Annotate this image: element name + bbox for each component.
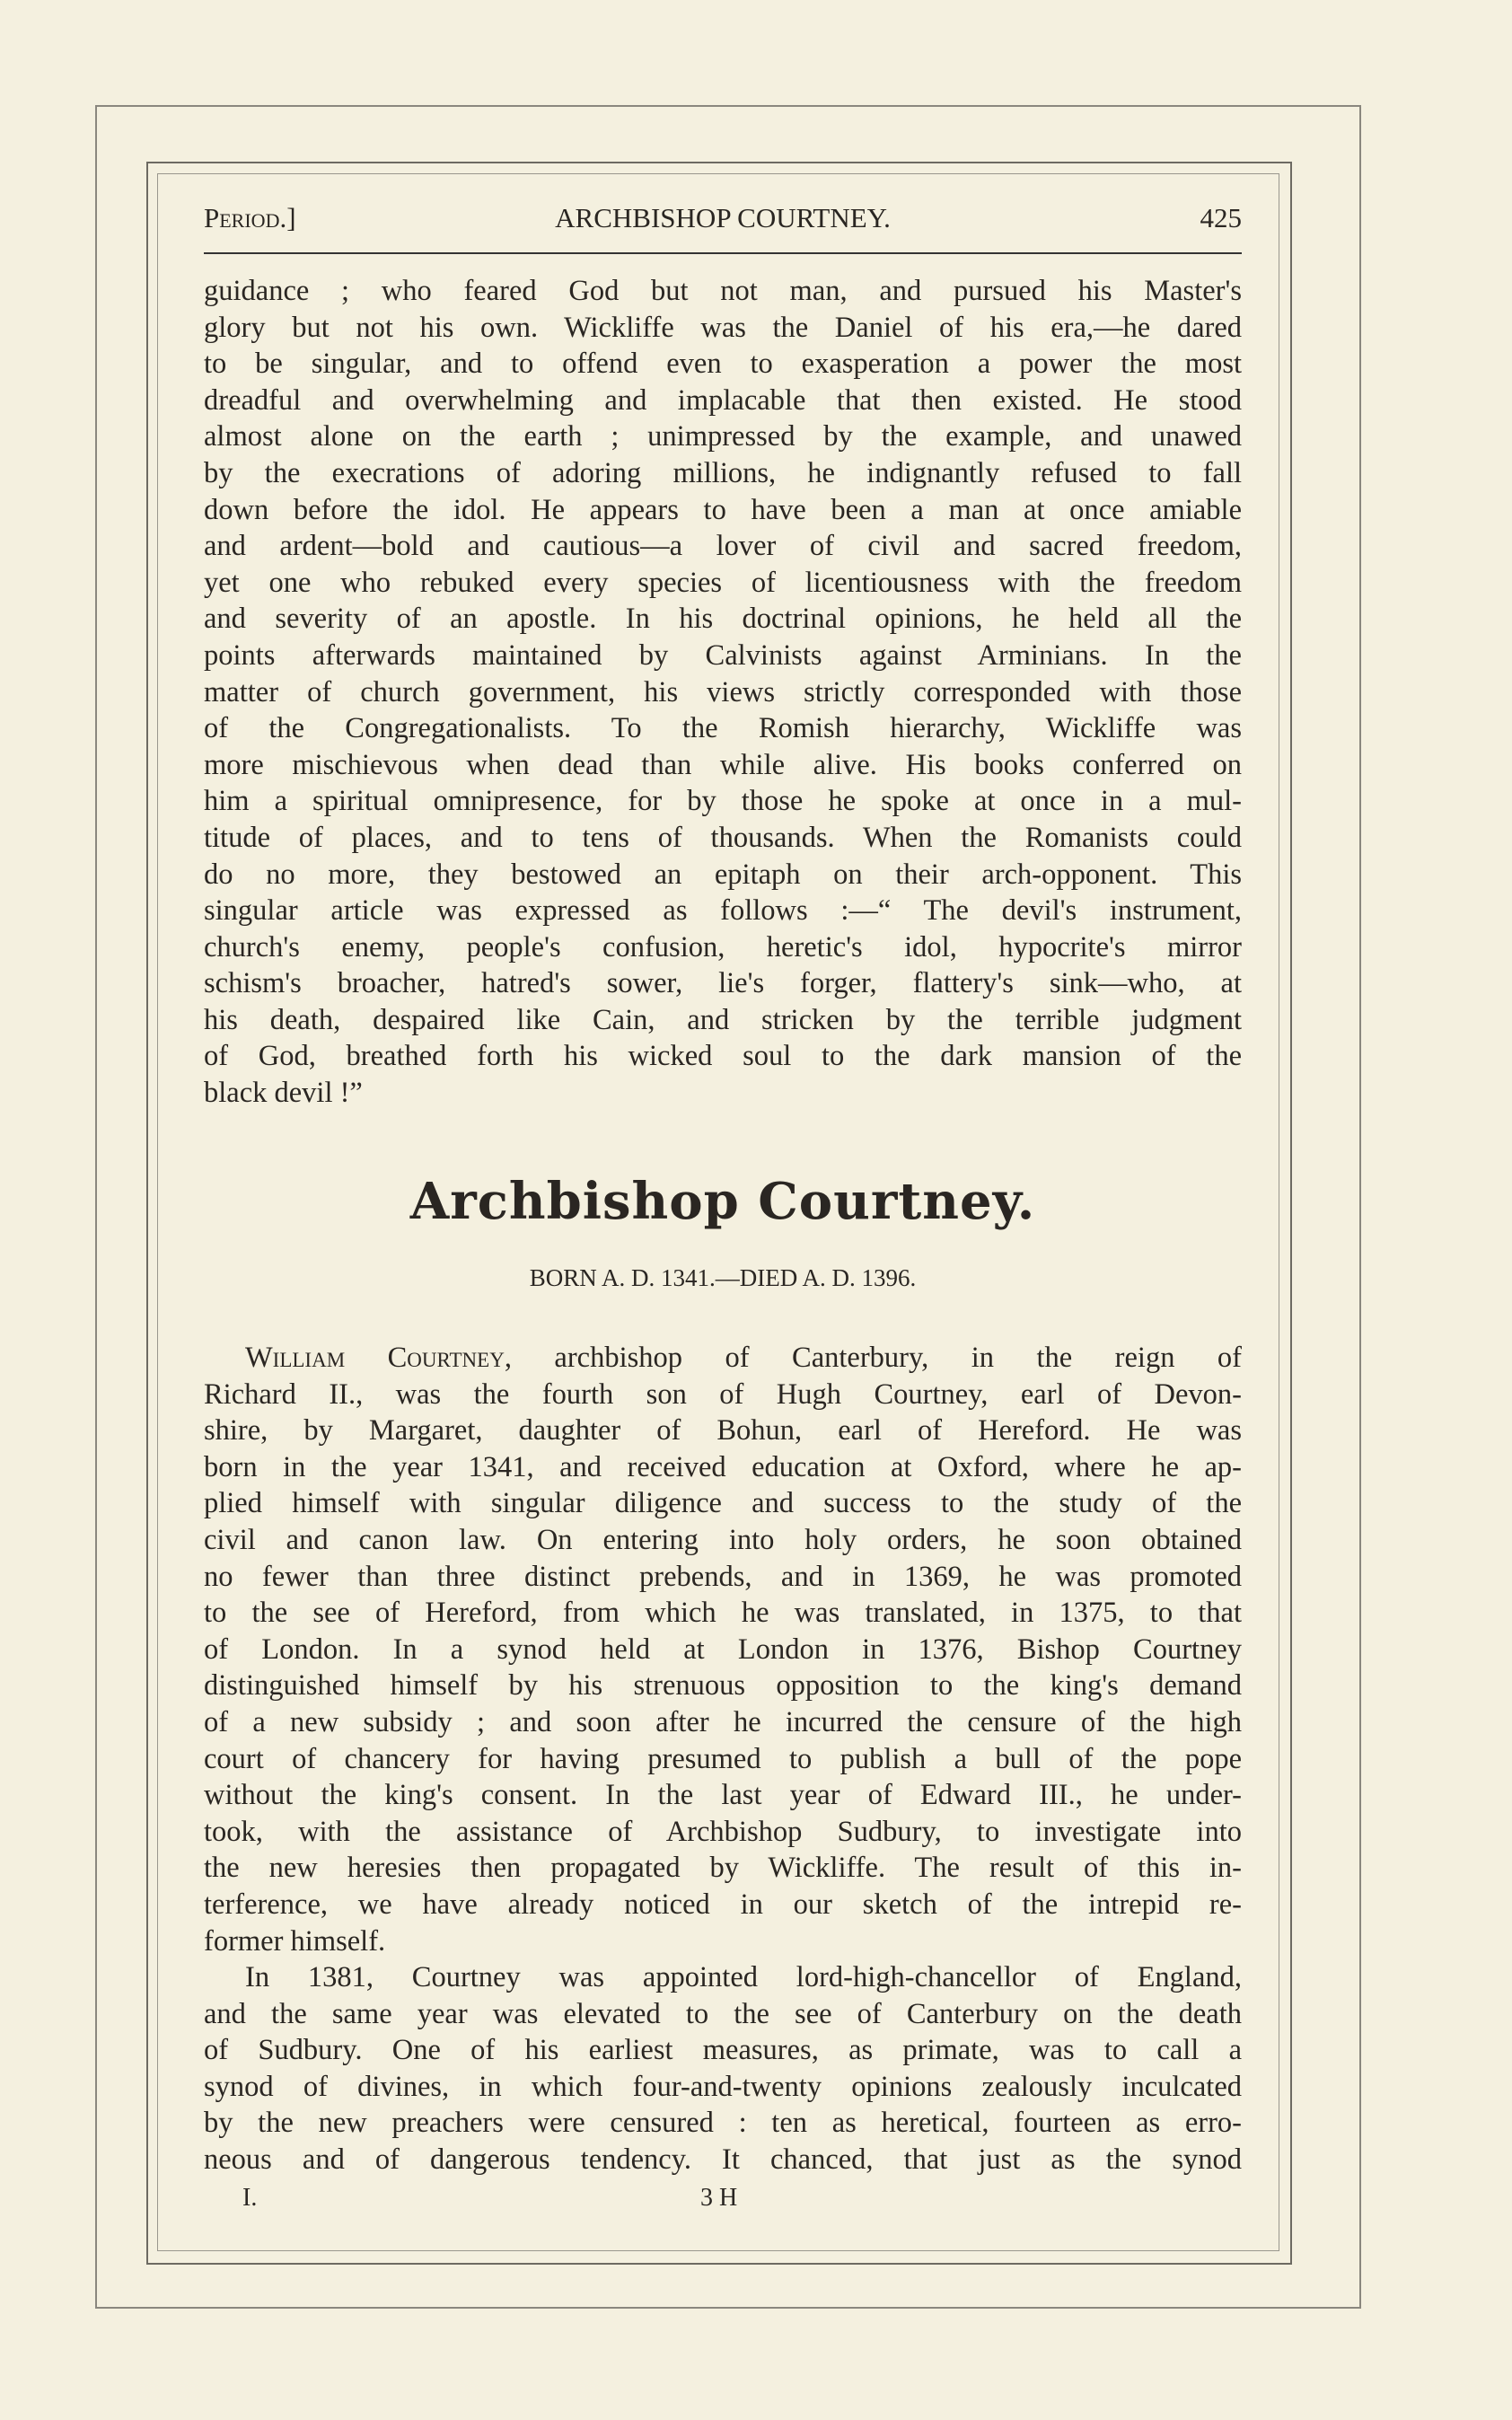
text-line: Richard II., was the fourth son of Hugh Courtney, earl of Devon- [204,1377,1242,1411]
text-line: do no more, they bestowed an epitaph on their arch-opponent. This [204,858,1242,891]
text-line: yet one who rebuked every species of licentiousness with the freedom [204,566,1242,599]
text-line: more mischievous when dead than while alive. His books conferred on [204,748,1242,781]
text-line: of Sudbury. One of his earliest measures, as primate, was to call a [204,2034,1242,2067]
text-line: no fewer than three distinct prebends, and in 1369, he was promoted [204,1560,1242,1593]
text-line: points afterwards maintained by Calvinists against Arminians. In the [204,638,1242,672]
text-line: singular article was expressed as follows :—“ The devil's instrument, [204,894,1242,928]
text-line: him a spiritual omnipresence, for by those he spoke at once in a mul- [204,785,1242,818]
text-line: guidance ; who feared God but not man, and pursued his Master's [204,275,1242,307]
running-header [204,202,1242,247]
header-rule [204,252,1242,254]
text-line: glory but not his own. Wickliffe was the Daniel of his era,—he dared [204,311,1242,344]
text-line: synod of divines, in which four-and-twenty opinions zealously inculcated [204,2070,1242,2103]
birth-death-dates: BORN A. D. 1341.—DIED A. D. 1396. [529,1264,917,1291]
wickliffe-conclusion-paragraph [204,273,1242,1112]
text-line: to be singular, and to offend even to exasperation a power the most [204,348,1242,381]
text-line: to the see of Hereford, from which he was translated, in 1375, to that [204,1597,1242,1630]
text-line: and ardent—bold and cautious—a lover of civil and sacred freedom, [204,530,1242,563]
text-line: terference, we have already noticed in our sketch of the intrepid re- [204,1888,1242,1921]
text-line: William Courtney, archbishop of Canterbury, in the reign of [245,1342,1242,1374]
text-line: distinguished himself by his strenuous opposition to the king's demand [204,1669,1242,1703]
text-line: dreadful and overwhelming and implacable that then existed. He stood [204,383,1242,417]
text-line: of God, breathed forth his wicked soul to the dark mansion of the [204,1040,1242,1073]
text-line: of London. In a synod held at London in 1376, Bishop Courtney [204,1632,1242,1666]
section-label: Period.] [204,202,296,233]
courtney-biography [204,1340,1242,2178]
text-line: black devil !” [204,1077,363,1110]
text-line: of the Congregationalists. To the Romish hierarchy, Wickliffe was [204,712,1242,745]
text-line: neous and of dangerous tendency. It chanced, that just as the synod [204,2143,1242,2177]
text-line: plied himself with singular diligence and success to the study of the [204,1487,1242,1520]
signature-mark: 3 H [700,2184,738,2212]
text-line: and the same year was elevated to the see of Canterbury on the death [204,1997,1242,2030]
text-line: court of chancery for having presumed to publish a bull of the pope [204,1742,1242,1775]
text-line: schism's broacher, hatred's sower, lie's forger, flattery's sink—who, at [204,967,1242,1000]
text-line: by the new preachers were censured : ten as heretical, fourteen as erro- [204,2107,1242,2140]
text-line: born in the year 1341, and received education at Oxford, where he ap- [204,1450,1242,1483]
volume-mark: I. [242,2184,258,2212]
text-line: without the king's consent. In the last year of Edward III., he under- [204,1779,1242,1812]
text-line: his death, despaired like Cain, and stricken by the terrible judgment [204,1003,1242,1036]
text-line: church's enemy, people's confusion, heretic's idol, hypocrite's mirror [204,930,1242,964]
text-line: former himself. [204,1924,386,1958]
text-line: civil and canon law. On entering into holy orders, he soon obtained [204,1523,1242,1556]
text-line: of a new subsidy ; and soon after he incurred the censure of the high [204,1705,1242,1738]
text-line: titude of places, and to tens of thousands. When the Romanists could [204,821,1242,854]
page-number: 425 [1200,202,1242,233]
text-line: by the execrations of adoring millions, he indignantly refused to fall [204,456,1242,489]
running-title: ARCHBISHOP COURTNEY. [555,202,891,233]
text-line: In 1381, Courtney was appointed lord-high-chancellor of England, [245,1961,1242,1994]
text-line: took, with the assistance of Archbishop Sudbury, to investigate into [204,1815,1242,1848]
text-line: the new heresies then propagated by Wickliffe. The result of this in- [204,1852,1242,1885]
text-line: matter of church government, his views strictly corresponded with those [204,675,1242,708]
chapter-title: Archbishop Courtney. [409,1172,1036,1231]
text-line: almost alone on the earth ; unimpressed by the example, and unawed [204,420,1242,453]
text-line: shire, by Margaret, daughter of Bohun, earl of Hereford. He was [204,1414,1242,1448]
text-line: down before the idol. He appears to have been a man at once amiable [204,493,1242,526]
text-line: and severity of an apostle. In his doctrinal opinions, he held all the [204,603,1242,636]
